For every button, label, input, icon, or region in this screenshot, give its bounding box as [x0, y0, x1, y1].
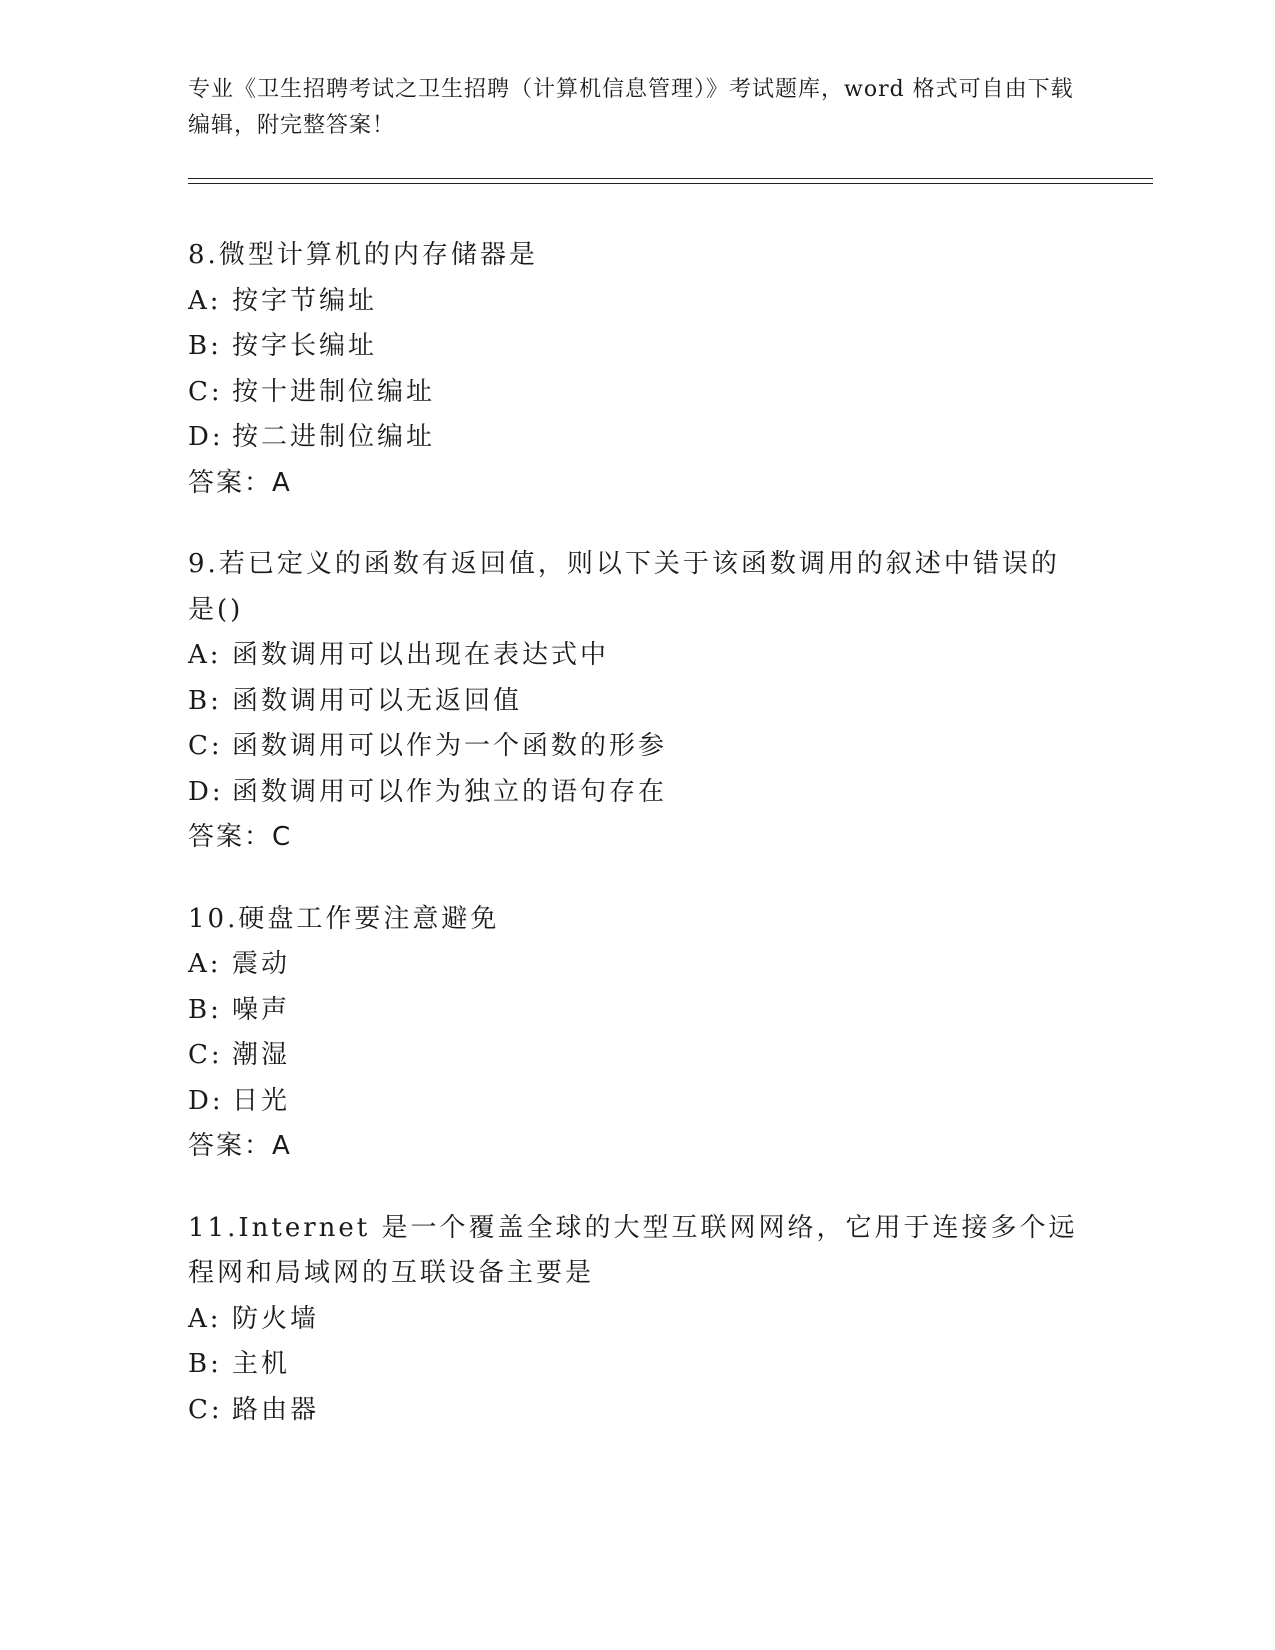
option-letter: C: — [188, 1394, 223, 1425]
answer-label: 答案： — [188, 1131, 273, 1161]
option-letter: B: — [188, 331, 222, 361]
question-text — [188, 1206, 1088, 1297]
option-text: 按二进制位编址 — [232, 422, 436, 452]
option-letter: A: — [188, 1303, 222, 1334]
option-letter: A: — [188, 949, 222, 979]
header-divider-top — [188, 178, 1153, 179]
question-stem: 若已定义的函数有返回值，则以下关于该函数调用的叙述中错误的是() — [188, 549, 1060, 625]
option-b — [188, 988, 1088, 1034]
question-stem: 微型计算机的内存储器是 — [218, 240, 538, 270]
option-b — [188, 324, 1088, 370]
option-a — [188, 633, 1088, 679]
option-a — [188, 1297, 1088, 1343]
option-text: 按字节编址 — [232, 285, 378, 316]
option-text: 函数调用可以作为一个函数的形参 — [232, 731, 668, 761]
answer-line — [188, 815, 1088, 861]
option-letter: D: — [188, 1085, 224, 1116]
answer-label: 答案： — [188, 822, 273, 852]
answer-label: 答案： — [188, 467, 273, 498]
document-header: 专业《卫生招聘考试之卫生招聘（计算机信息管理）》考试题库，word 格式可自由下载编辑，附完整答案！ — [188, 77, 1074, 138]
question-11 — [188, 1206, 1088, 1434]
option-text: 函数调用可以无返回值 — [232, 685, 523, 716]
question-number: 8. — [188, 240, 219, 270]
option-text: 函数调用可以作为独立的语句存在 — [232, 776, 668, 807]
option-text: 按十进制位编址 — [232, 376, 436, 407]
option-c — [188, 1388, 1088, 1434]
question-text — [188, 542, 1088, 633]
option-c — [188, 724, 1088, 770]
option-text: 日光 — [232, 1085, 291, 1116]
option-letter: C: — [188, 731, 223, 761]
option-d — [188, 770, 1088, 816]
option-text: 震动 — [232, 949, 291, 979]
option-c — [188, 1033, 1088, 1079]
option-letter: B: — [188, 685, 222, 716]
answer-value: A — [272, 467, 292, 498]
option-b — [188, 679, 1088, 725]
option-letter: C: — [188, 376, 223, 407]
question-stem: Internet 是一个覆盖全球的大型互联网网络，它用于连接多个远程网和局域网的互联设备主要是 — [188, 1212, 1078, 1288]
option-text: 噪声 — [232, 994, 291, 1025]
option-d — [188, 1079, 1088, 1125]
option-letter: B: — [188, 994, 222, 1025]
question-text — [188, 897, 1088, 943]
question-list — [188, 233, 1088, 1469]
answer-line — [188, 1124, 1088, 1170]
question-stem: 硬盘工作要注意避免 — [238, 903, 500, 934]
option-a — [188, 279, 1088, 325]
option-a — [188, 942, 1088, 988]
question-number: 9. — [188, 549, 219, 579]
option-text: 防火墙 — [232, 1303, 320, 1334]
answer-value: C — [272, 822, 293, 852]
question-8 — [188, 233, 1088, 506]
option-letter: A: — [188, 640, 222, 670]
answer-line — [188, 461, 1088, 507]
option-text: 路由器 — [232, 1394, 320, 1425]
question-9 — [188, 542, 1088, 861]
question-text — [188, 233, 1088, 279]
header-divider-bottom — [188, 183, 1153, 184]
option-c — [188, 370, 1088, 416]
question-10 — [188, 897, 1088, 1170]
answer-value: A — [272, 1131, 292, 1161]
option-letter: A: — [188, 285, 222, 316]
option-d — [188, 415, 1088, 461]
option-text: 潮湿 — [232, 1040, 291, 1070]
option-letter: B: — [188, 1349, 222, 1379]
option-letter: D: — [188, 422, 224, 452]
option-text: 函数调用可以出现在表达式中 — [232, 640, 610, 670]
question-number: 10. — [188, 903, 239, 934]
option-text: 主机 — [232, 1349, 291, 1379]
question-number: 11. — [188, 1212, 239, 1243]
option-letter: D: — [188, 776, 224, 807]
option-letter: C: — [188, 1040, 223, 1070]
option-text: 按字长编址 — [232, 331, 378, 361]
option-b — [188, 1342, 1088, 1388]
